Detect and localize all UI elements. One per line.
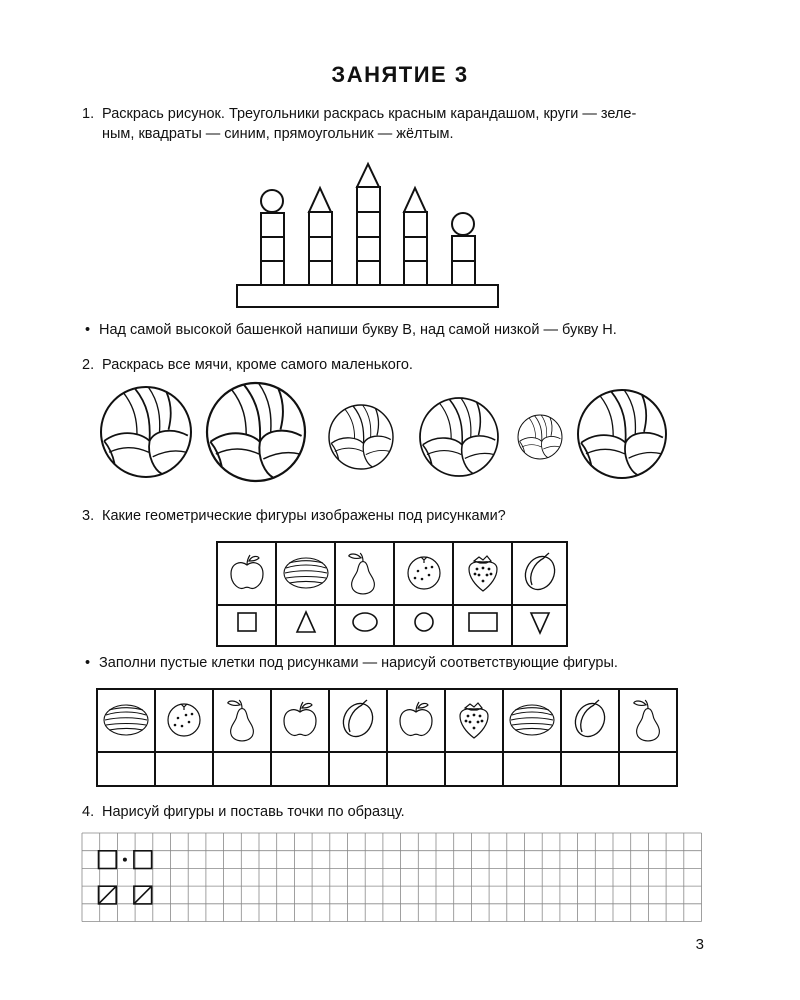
orange-icon (156, 690, 212, 746)
orange-icon (396, 543, 452, 599)
empty-cell[interactable] (445, 752, 503, 786)
fill-in-table (96, 688, 678, 787)
cell-orange (394, 542, 453, 605)
cell-circle (394, 605, 453, 646)
ball-1 (101, 387, 191, 477)
empty-cell[interactable] (271, 752, 329, 786)
fill-cell-strawberry (445, 689, 503, 752)
fill-cell-watermelon (97, 689, 155, 752)
strawberry-icon (446, 690, 502, 746)
fill-cell-apple (271, 689, 329, 752)
cell-plum (512, 542, 567, 605)
task-3-table (216, 541, 568, 647)
task-4 (82, 802, 405, 822)
rectangle-shape-icon (455, 606, 511, 640)
fill-cell-plum (329, 689, 387, 752)
fill-cell-plum-2 (561, 689, 619, 752)
task-4-text: Нарисуй фигуры и поставь точки по образцу. (102, 804, 405, 820)
pear-icon (620, 690, 676, 746)
task-1-line-1: Раскрась рисунок. Треугольники раскрась красным карандашом, круги — зеле- (102, 106, 637, 122)
pear-icon (337, 543, 393, 599)
empty-cell[interactable] (619, 752, 677, 786)
sample-dot (123, 858, 127, 862)
circle-shape-icon (396, 606, 452, 640)
plum-icon (562, 690, 618, 746)
bullet-2: • Заполни пустые клетки под рисунками — нарисуй соответствующие фигуры. (85, 655, 618, 671)
ball-3 (329, 405, 393, 469)
plum-icon (514, 543, 566, 599)
fill-cell-watermelon-2 (503, 689, 561, 752)
inverted-triangle-shape-icon (514, 606, 566, 640)
fill-cell-apple-2 (387, 689, 445, 752)
plum-icon (330, 690, 386, 746)
task-3-pictures-row (217, 542, 567, 605)
fill-cell-pear (213, 689, 271, 752)
empty-cell[interactable] (503, 752, 561, 786)
cell-rectangle (453, 605, 512, 646)
cell-square (217, 605, 276, 646)
empty-cell[interactable] (155, 752, 213, 786)
fill-in-pictures-row (97, 689, 677, 752)
pear-icon (214, 690, 270, 746)
empty-cell[interactable] (329, 752, 387, 786)
sample-square-2 (134, 851, 152, 869)
cell-strawberry (453, 542, 512, 605)
watermelon-icon (278, 543, 334, 599)
sample-square-1 (99, 851, 117, 869)
apple-icon (272, 690, 328, 746)
fill-cell-orange (155, 689, 213, 752)
square-shape-icon (219, 606, 275, 640)
cell-triangle (276, 605, 335, 646)
watermelon-icon (98, 690, 154, 746)
task-3-number: 3. (82, 508, 95, 524)
squared-grid[interactable] (82, 833, 702, 923)
empty-cell[interactable] (97, 752, 155, 786)
task-4-number: 4. (82, 804, 95, 820)
task-2-number: 2. (82, 357, 95, 373)
triangle-shape-icon (278, 606, 334, 640)
page-number: 3 (695, 936, 704, 953)
ball-4 (420, 398, 498, 476)
apple-icon (219, 543, 275, 599)
cell-pear (335, 542, 394, 605)
cell-watermelon (276, 542, 335, 605)
task-3-shapes-row (217, 605, 567, 646)
task-3-text: Какие геометрические фигуры изображены под рисунками? (102, 508, 506, 524)
empty-cell[interactable] (561, 752, 619, 786)
bullet-1-text: Над самой высокой башенкой напиши букву В, над самой низкой — букву Н. (99, 322, 617, 338)
empty-cell[interactable] (387, 752, 445, 786)
task-1-number: 1. (82, 106, 95, 122)
page-title: ЗАНЯТИЕ 3 (331, 62, 469, 87)
watermelon-icon (504, 690, 560, 746)
ball-2 (207, 383, 305, 481)
bullet-2-text: Заполни пустые клетки под рисунками — нарисуй соответствующие фигуры. (99, 655, 618, 671)
fill-in-empty-row (97, 752, 677, 786)
cell-ellipse (335, 605, 394, 646)
ball-6 (578, 390, 666, 478)
task-3 (82, 506, 506, 526)
ellipse-shape-icon (337, 606, 393, 640)
task-2-text: Раскрась все мячи, кроме самого маленького. (102, 357, 413, 373)
apple-icon (388, 690, 444, 746)
cell-inverted-triangle (512, 605, 567, 646)
fill-cell-pear-2 (619, 689, 677, 752)
cell-apple (217, 542, 276, 605)
ball-5-smallest (518, 415, 562, 459)
task-1-line-2: ным, квадраты — синим, прямоугольник — жёлтым. (102, 126, 454, 142)
bullet-1: • Над самой высокой башенкой напиши букву В, над самой низкой — букву Н. (85, 322, 617, 338)
strawberry-icon (455, 543, 511, 599)
empty-cell[interactable] (213, 752, 271, 786)
